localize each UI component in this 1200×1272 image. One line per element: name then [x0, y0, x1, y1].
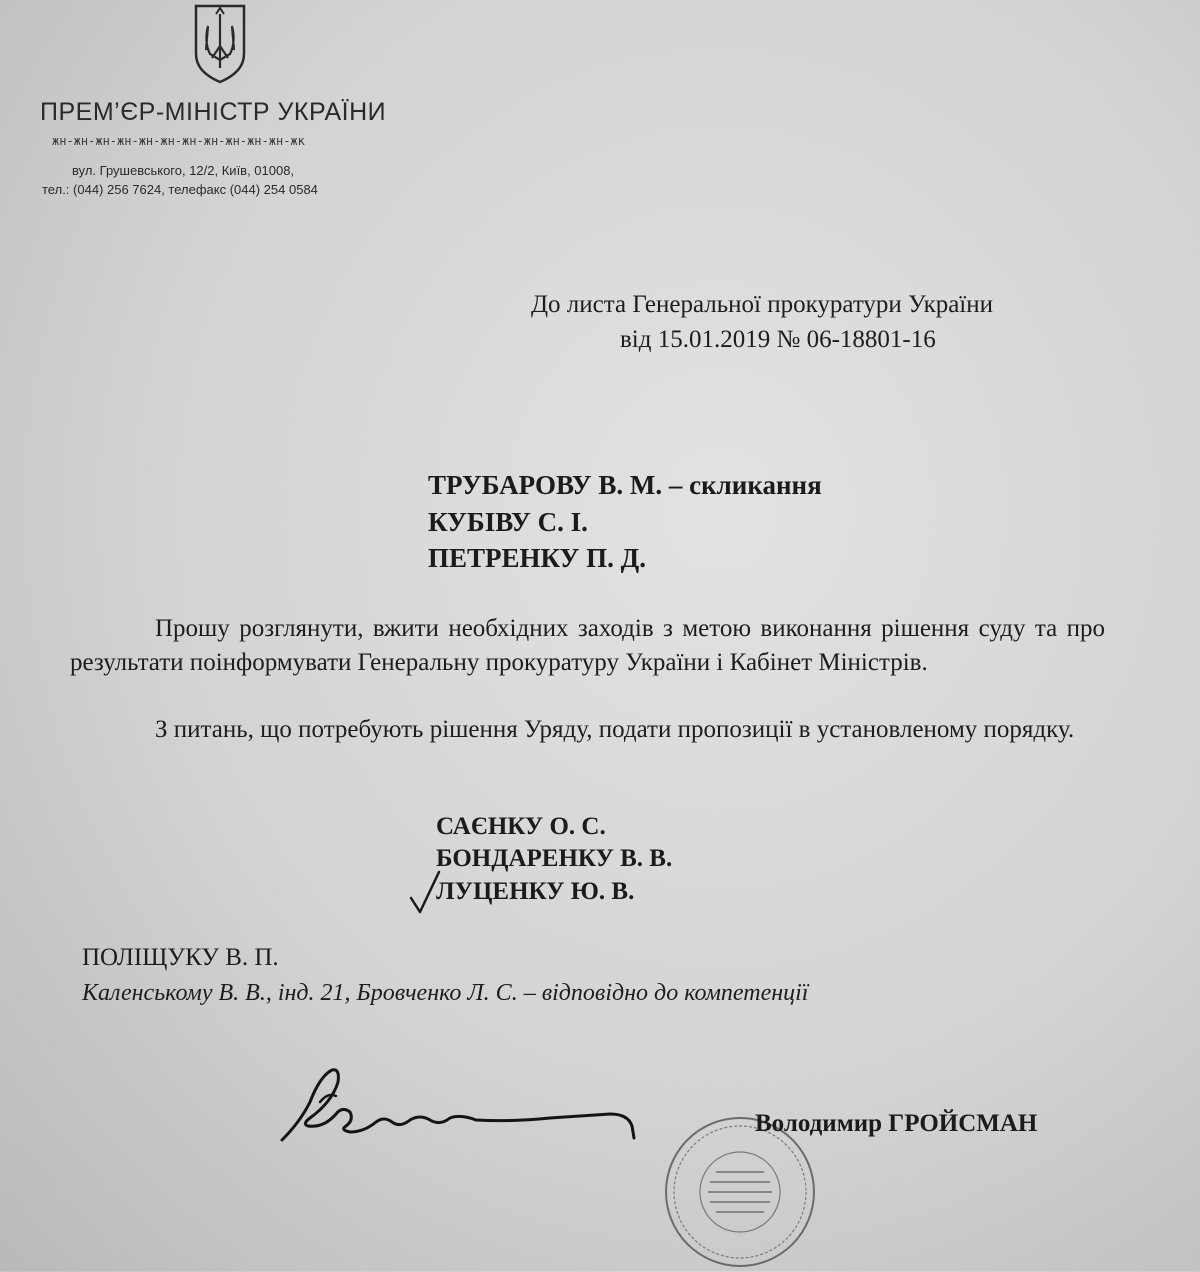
signer-name: Володимир ГРОЙСМАН	[755, 1110, 1038, 1137]
executor-3: ЛУЦЕНКУ Ю. В.	[436, 878, 635, 905]
other-addressee-note: Каленському В. В., інд. 21, Бровченко Л. С. – відповідно до компетенції	[82, 980, 809, 1006]
body-paragraph-1: Прошу розглянути, вжити необхідних заходів з метою виконання рішення суду та про результати поінформувати Генеральну прокуратуру України і Кабінет Міністрів.	[70, 615, 1105, 676]
executor-2: БОНДАРЕНКУ В. В.	[436, 845, 673, 872]
reference-line-2: від 15.01.2019 № 06-18801-16	[620, 326, 936, 353]
addressee-2: КУБІВУ С. І.	[428, 507, 588, 537]
other-addressee: ПОЛІЩУКУ В. П.	[82, 944, 279, 971]
letterhead-ornament: жн-жн-жн-жн-жн-жн-жн-жн-жн-жн-жн-жк	[52, 134, 305, 148]
addressee-1: ТРУБАРОВУ В. М. – скликання	[428, 470, 822, 500]
letterhead-address: вул. Грушевського, 12/2, Київ, 01008,	[72, 163, 295, 178]
addressee-3: ПЕТРЕНКУ П. Д.	[428, 543, 646, 573]
checkmark-icon	[408, 868, 442, 916]
letterhead-phones: тел.: (044) 256 7624, телефакс (044) 254 0584	[42, 182, 318, 197]
reference-line-1: До листа Генеральної прокуратури України	[531, 291, 994, 318]
letterhead-title: ПРЕМ’ЄР-МІНІСТР УКРАЇНИ	[40, 98, 387, 126]
handwritten-signature-icon	[280, 1062, 650, 1162]
executor-1: САЄНКУ О. С.	[436, 813, 606, 840]
body-paragraph-2: З питань, що потребують рішення Уряду, подати пропозиції в установленому порядку.	[155, 716, 1075, 743]
trident-coat-of-arms-icon	[190, 2, 250, 86]
